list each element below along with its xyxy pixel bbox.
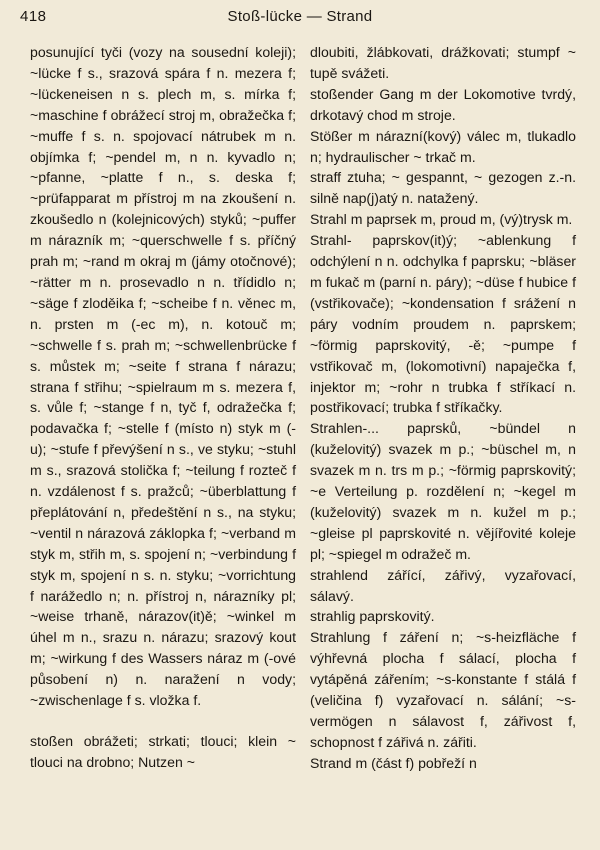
running-head: Stoß-lücke — Strand [227,8,373,25]
right-column [310,42,576,774]
dictionary-entry: Stößer m nárazní(kový) válec m, tlukadlo n; hydraulischer ~ trkač m. [310,127,576,165]
dictionary-entry: posunující tyči (vozy na sousední koleji); ~lücke f s., srazová spára f n. mezera f; ~lückeneisen n s. plech m, s. mírka f; ~maschine f obrážecí stroj m, obražečka f; ~muffe f s. n. spojovací nátrubek m n. objímka f; ~pendel m, n n. kyvadlo n; ~pfanne, ~platte f n., s. deska f; ~prüfapparat m přístroj m na zkoušení n. zkoušedlo n (kolejnicových) styků; ~puffer m nárazník m; ~querschwelle f s. příčný prah m; ~rand m okraj m (jámy otočnové); ~rätter m n. prosevadlo n n. třídidlo n; ~säge f zloděika f; ~scheibe f n. věnec m, n. prsten m (-ec m), n. kotouč m; ~schwelle f s. prah m; ~schwellenbrücke f s. můstek m; ~seite f strana f nárazu; strana f střihu; ~spielraum m s. mezera f, s. vůle f; ~stange f n, tyč f, odražečka f; podavačka f; ~stelle f (místo n) styk m (-u); ~stufe f převýšení n s., ve styku; ~stuhl m s., srazová stolička f; ~teilung f rozteč f n. vzdálenost f s. pražců; ~überblattung f přeplátování n, předeštění n s., na styku; ~ventil n nárazová záklopka f; ~verband m styk m, střih m, s. spojení n; ~verbindung f styk m, spojení n s. n. styku; ~vorrichtung f narážedlo n; n. přístroj n, nárazníky pl; ~weise trhaně, nárazov(it)ě; ~winkel m úhel m n., srazu n. nárazu; srazový kout m; ~wirkung f des Wassers náraz m (-ové působení n) n. naražení n vody; ~zwischenlage f s. vložka f. [30,44,296,709]
dictionary-entry: straff ztuha; ~ gespannt, ~ gezogen z.-n. silně nap(j)atý n. natažený. [310,169,576,207]
dictionary-entry: Strahl- paprskov(it)ý; ~ablenkung f odchýlení n n. odchylka f paprsku; ~bläser m fukač m (parní n. páry); ~düse f hubice f (vstřikovače); ~kondensation f srážení n páry vodním proudem n. paprskem; ~förmig paprskovitý, -ě; ~pumpe f vstřikovač m, (lokomotivní) napaječka f, injektor m; ~rohr n trubka f stříkací n. postřikovací; trubka f stříkačky. [310,232,576,416]
dictionary-entry: strahlig paprskovitý. [310,608,435,625]
dictionary-entry: Strahlen-... paprsků, ~bündel n (kuželovitý) svazek m p.; ~büschel m, n svazek m n. trs m p.; ~förmig paprskovitý; ~e Verteilung p. rozdělení n; ~kegel m (kuželovitý) svazek m n. kužel m p.; ~gleise pl paprskovité n. vějířovité koleje pl; ~spiegel m odražeč m. [310,420,576,562]
dictionary-entry: stoßender Gang m der Lokomotive tvrdý, drkotavý chod m stroje. [310,85,576,123]
page-header [0,0,600,34]
dictionary-entry: stoßen obrážeti; strkati; tlouci; klein ~ tlouci na drobno; Nutzen ~ [30,733,296,770]
dictionary-entry: strahlend zářící, zářivý, vyzařovací, sálavý. [310,566,576,604]
dictionary-entry: Strand m (část f) pobřeží n [310,754,477,771]
dictionary-entry: dloubiti, žlábkovati, drážkovati; stumpf ~ tupě svážeti. [310,44,576,81]
left-column [30,42,296,773]
page-number: 418 [20,8,47,25]
dictionary-entry: Strahl m paprsek m, proud m, (vý)trysk m. [310,211,573,228]
dictionary-entry: Strahlung f záření n; ~s-heizfläche f výhřevná plocha f sálací, plocha f vytápěná zářením; ~s-konstante f stálá f (veličina f) vyzařovací n. sálání; ~s-vermögen n sálavost f, zářivost f, schopnost f zářivá n. zářiti. [310,629,576,750]
entry-gap [30,711,296,731]
